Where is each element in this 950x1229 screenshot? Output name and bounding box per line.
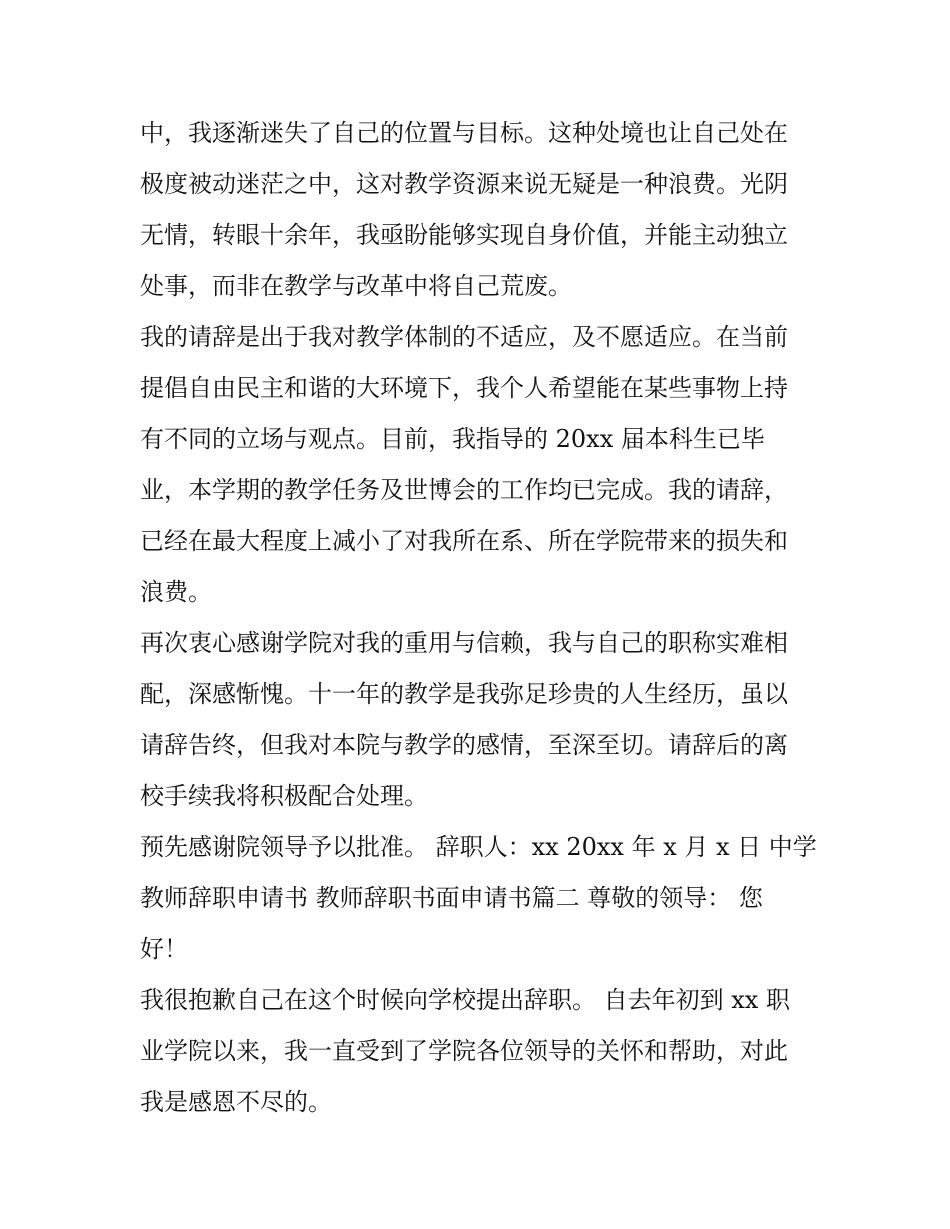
text-line: 有不同的立场与观点。目前，我指导的 20xx 届本科生已毕 — [140, 425, 765, 453]
text-line: 配，深感惭愧。十一年的教学是我弥足珍贵的人生经历，虽以 — [140, 680, 788, 708]
text-line: 已经在最大程度上减小了对我所在系、所在学院带来的损失和 — [140, 527, 788, 555]
text-line: 极度被动迷茫之中，这对教学资源来说无疑是一种浪费。光阴 — [140, 170, 788, 198]
text-line: 好！ — [140, 935, 188, 963]
text-line: 业学院以来，我一直受到了学院各位领导的关怀和帮助，对此 — [140, 1037, 788, 1065]
text-line: 浪费。 — [140, 578, 212, 606]
text-line: 提倡自由民主和谐的大环境下，我个人希望能在某些事物上持 — [140, 374, 788, 402]
text-line: 我很抱歉自己在这个时候向学校提出辞职。 自去年初到 xx 职 — [140, 986, 790, 1014]
text-line: 我是感恩不尽的。 — [140, 1088, 332, 1116]
text-line: 预先感谢院领导予以批准。 辞职人：xx 20xx 年 x 月 x 日 中学 — [140, 833, 817, 861]
text-line: 我的请辞是出于我对教学体制的不适应，及不愿适应。在当前 — [140, 323, 788, 351]
text-line: 中，我逐渐迷失了自己的位置与目标。这种处境也让自己处在 — [140, 119, 788, 147]
text-line: 处事，而非在教学与改革中将自己荒废。 — [140, 272, 572, 300]
text-line: 业，本学期的教学任务及世博会的工作均已完成。我的请辞， — [140, 476, 788, 504]
document-body — [140, 108, 820, 1128]
text-line: 请辞告终，但我对本院与教学的感情，至深至切。请辞后的离 — [140, 731, 788, 759]
text-line: 再次衷心感谢学院对我的重用与信赖，我与自己的职称实难相 — [140, 629, 788, 657]
text-line: 校手续我将积极配合处理。 — [140, 782, 428, 810]
text-line: 无情，转眼十余年，我亟盼能够实现自身价值，并能主动独立 — [140, 221, 788, 249]
text-line: 教师辞职申请书 教师辞职书面申请书篇二 尊敬的领导： 您 — [140, 884, 763, 912]
